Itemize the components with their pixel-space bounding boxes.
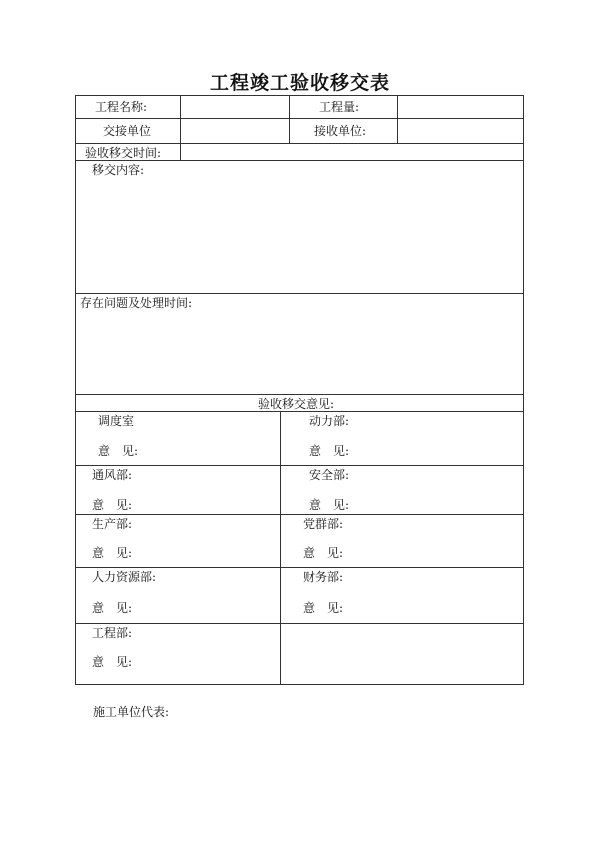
dept-party-label: 党群部: (303, 517, 344, 531)
issues-label: 存在问题及处理时间: (80, 296, 193, 310)
row-divider (76, 394, 523, 395)
opinions-header: 验收移交意见: (258, 397, 335, 411)
row-divider (76, 143, 523, 144)
row-divider (76, 293, 523, 294)
col-divider (289, 96, 290, 143)
row-divider (76, 118, 523, 119)
opinion-label: 意 见: (309, 498, 350, 512)
opinion-label: 意 见: (303, 546, 344, 560)
contractor-rep-label: 施工单位代表: (93, 705, 170, 719)
col-divider (280, 411, 281, 684)
row-divider (76, 411, 523, 412)
opinion-label: 意 见: (309, 444, 350, 458)
opinion-label: 意 见: (92, 655, 133, 669)
handover-form-table (75, 95, 524, 685)
quantity-label: 工程量: (319, 100, 360, 114)
col-divider (397, 96, 398, 143)
dept-finance-label: 财务部: (303, 570, 344, 584)
opinion-label: 意 见: (92, 498, 133, 512)
opinion-label: 意 见: (303, 601, 344, 615)
form-title: 工程竣工验收移交表 (209, 72, 390, 94)
dept-engineering-label: 工程部: (92, 626, 133, 640)
dept-hr-label: 人力资源部: (92, 570, 157, 584)
row-divider (76, 160, 523, 161)
project-name-label: 工程名称: (95, 100, 148, 114)
col-divider (180, 96, 181, 160)
dept-safety-label: 安全部: (309, 468, 350, 482)
receiving-unit-label: 接收单位: (314, 124, 367, 138)
dept-dispatch-label: 调度室 (98, 414, 135, 428)
opinion-label: 意 见: (98, 444, 139, 458)
opinion-label: 意 见: (92, 601, 133, 615)
handover-unit-label: 交接单位 (103, 124, 152, 138)
handover-time-label: 验收移交时间: (85, 146, 162, 160)
dept-power-label: 动力部: (309, 414, 350, 428)
row-divider (76, 623, 523, 624)
opinion-label: 意 见: (92, 546, 133, 560)
dept-production-label: 生产部: (92, 517, 133, 531)
row-divider (76, 514, 523, 515)
row-divider (76, 465, 523, 466)
handover-content-label: 移交内容: (92, 163, 145, 177)
dept-ventilation-label: 通风部: (92, 468, 133, 482)
row-divider (76, 567, 523, 568)
